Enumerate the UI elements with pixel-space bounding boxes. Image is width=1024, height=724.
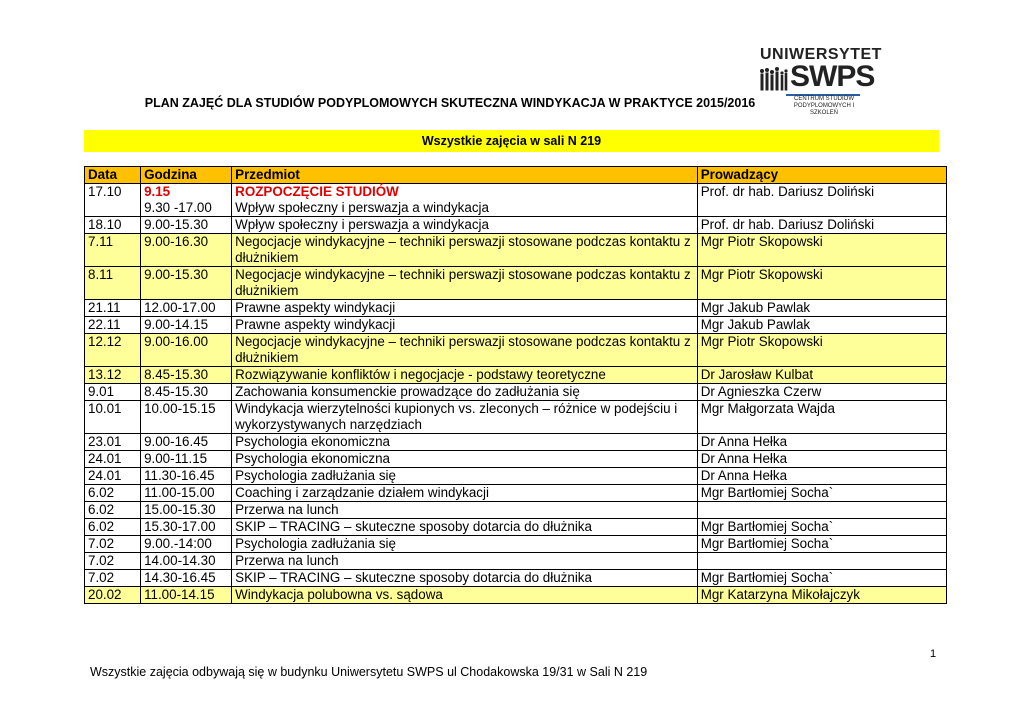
cell-teacher: Mgr Bartłomiej Socha` [697,519,946,536]
cell-time: 14.00-14.30 [141,553,232,570]
page-number: 1 [930,648,937,660]
swps-logo [756,42,882,116]
cell-subject: Wpływ społeczny i perswazja a windykacja [232,217,698,234]
cell-time: 15.30-17.00 [141,519,232,536]
cell-time: 9.00-15.30 [141,267,232,300]
cell-teacher: Dr Jarosław Kulbat [697,367,946,384]
cell-date: 24.01 [85,451,141,468]
table-row [85,300,947,317]
cell-subject: Windykacja polubowna vs. sądowa [232,587,698,604]
cell-date: 21.11 [85,300,141,317]
cell-time: 9.00.-14:00 [141,536,232,553]
cell-subject: Prawne aspekty windykacji [232,317,698,334]
cell-subject: SKIP – TRACING – skuteczne sposoby dotarcia do dłużnika [232,570,698,587]
cell-teacher: Mgr Jakub Pawlak [697,300,946,317]
cell-time: 9.00-15.30 [141,217,232,234]
cell-teacher: Mgr Bartłomiej Socha` [697,485,946,502]
table-row [85,536,947,553]
table-row [85,367,947,384]
cell-teacher: Prof. dr hab. Dariusz Doliński [697,217,946,234]
session-time: 9.30 -17.00 [144,200,212,215]
cell-date: 7.02 [85,536,141,553]
cell-date: 8.11 [85,267,141,300]
cell-subject: Psychologia zadłużania się [232,536,698,553]
cell-teacher [697,502,946,519]
cell-teacher: Mgr Piotr Skopowski [697,234,946,267]
cell-subject [232,184,698,217]
cell-date: 24.01 [85,468,141,485]
cell-subject: Zachowania konsumenckie prowadzące do zadłużania się [232,384,698,401]
cell-teacher: Mgr Katarzyna Mikołajczyk [697,587,946,604]
cell-time: 8.45-15.30 [141,367,232,384]
opening-label: ROZPOCZĘCIE STUDIÓW [235,184,399,199]
table-row [85,334,947,367]
cell-teacher: Mgr Piotr Skopowski [697,267,946,300]
cell-time: 10.00-15.15 [141,401,232,434]
room-banner: Wszystkie zajęcia w sali N 219 [84,130,939,152]
table-header-row [85,167,947,184]
cell-date: 10.01 [85,401,141,434]
cell-subject: SKIP – TRACING – skuteczne sposoby dotarcia do dłużnika [232,519,698,536]
cell-subject: Negocjacje windykacyjne – techniki perswazji stosowane podczas kontaktu z dłużnikiem [232,267,698,300]
cell-teacher: Mgr Bartłomiej Socha` [697,536,946,553]
logo-subtitle [784,96,864,117]
cell-teacher: Dr Agnieszka Czerw [697,384,946,401]
start-time: 9.15 [144,184,171,199]
logo-sub2: PODYPLOMOWYCH I SZKOLEŃ [793,103,855,116]
table-row [85,485,947,502]
cell-time: 12.00-17.00 [141,300,232,317]
cell-date: 6.02 [85,502,141,519]
cell-teacher: Dr Anna Hełka [697,468,946,485]
cell-date: 7.11 [85,234,141,267]
table-row [85,587,947,604]
header-date: Data [85,167,141,184]
table-row [85,468,947,485]
header-teacher: Prowadzący [697,167,946,184]
people-logo-icon [759,66,789,92]
cell-time [141,184,232,217]
table-row [85,267,947,300]
cell-teacher: Mgr Piotr Skopowski [697,334,946,367]
table-row [85,451,947,468]
cell-date: 23.01 [85,434,141,451]
cell-date: 18.10 [85,217,141,234]
table-row [85,401,947,434]
cell-time: 9.00-16.30 [141,234,232,267]
subject-text: Wpływ społeczny i perswazja a windykacja [235,200,489,215]
cell-time: 11.00-14.15 [141,587,232,604]
cell-date: 7.02 [85,553,141,570]
cell-teacher: Dr Anna Hełka [697,434,946,451]
cell-time: 9.00-16.00 [141,334,232,367]
cell-date: 6.02 [85,519,141,536]
cell-subject: Coaching i zarządzanie działem windykacji [232,485,698,502]
cell-date: 17.10 [85,184,141,217]
cell-subject: Przerwa na lunch [232,553,698,570]
table-row [85,317,947,334]
cell-teacher [697,553,946,570]
logo-sub1: CENTRUM STUDIÓW [794,96,854,102]
cell-date: 9.01 [85,384,141,401]
cell-time: 15.00-15.30 [141,502,232,519]
table-row [85,502,947,519]
cell-subject: Psychologia ekonomiczna [232,451,698,468]
table-row [85,217,947,234]
schedule-table [84,166,947,604]
table-row [85,519,947,536]
cell-time: 11.30-16.45 [141,468,232,485]
footer-note: Wszystkie zajęcia odbywają się w budynku Uniwersytetu SWPS ul Chodakowska 19/31 w Sali N 219 [90,665,648,679]
cell-subject: Przerwa na lunch [232,502,698,519]
table-row [85,570,947,587]
cell-time: 14.30-16.45 [141,570,232,587]
cell-date: 7.02 [85,570,141,587]
cell-date: 6.02 [85,485,141,502]
cell-teacher: Prof. dr hab. Dariusz Doliński [697,184,946,217]
table-row [85,434,947,451]
cell-time: 9.00-16.45 [141,434,232,451]
table-row [85,184,947,217]
header-subject: Przedmiot [232,167,698,184]
page-title: PLAN ZAJĘĆ DLA STUDIÓW PODYPLOMOWYCH SKUTECZNA WINDYKACJA W PRAKTYCE 2015/2016 [144,96,756,110]
table-row [85,234,947,267]
cell-subject: Psychologia ekonomiczna [232,434,698,451]
cell-subject: Windykacja wierzytelności kupionych vs. zleconych – różnice w podejściu i wykorzystywanych narzędziach [232,401,698,434]
cell-date: 13.12 [85,367,141,384]
cell-date: 20.02 [85,587,141,604]
cell-time: 11.00-15.00 [141,485,232,502]
cell-date: 12.12 [85,334,141,367]
header-time: Godzina [141,167,232,184]
logo-line2: SWPS [790,60,875,93]
cell-time: 9.00-11.15 [141,451,232,468]
cell-time: 9.00-14.15 [141,317,232,334]
logo-line1: UNIWERSYTET [760,46,882,63]
cell-subject: Psychologia zadłużania się [232,468,698,485]
cell-date: 22.11 [85,317,141,334]
cell-subject: Rozwiązywanie konfliktów i negocjacje - podstawy teoretyczne [232,367,698,384]
table-row [85,553,947,570]
cell-teacher: Dr Anna Hełka [697,451,946,468]
cell-subject: Prawne aspekty windykacji [232,300,698,317]
table-row [85,384,947,401]
cell-time: 8.45-15.30 [141,384,232,401]
cell-teacher: Mgr Bartłomiej Socha` [697,570,946,587]
cell-subject: Negocjacje windykacyjne – techniki perswazji stosowane podczas kontaktu z dłużnikiem [232,234,698,267]
cell-teacher: Mgr Małgorzata Wajda [697,401,946,434]
cell-teacher: Mgr Jakub Pawlak [697,317,946,334]
cell-subject: Negocjacje windykacyjne – techniki perswazji stosowane podczas kontaktu z dłużnikiem [232,334,698,367]
